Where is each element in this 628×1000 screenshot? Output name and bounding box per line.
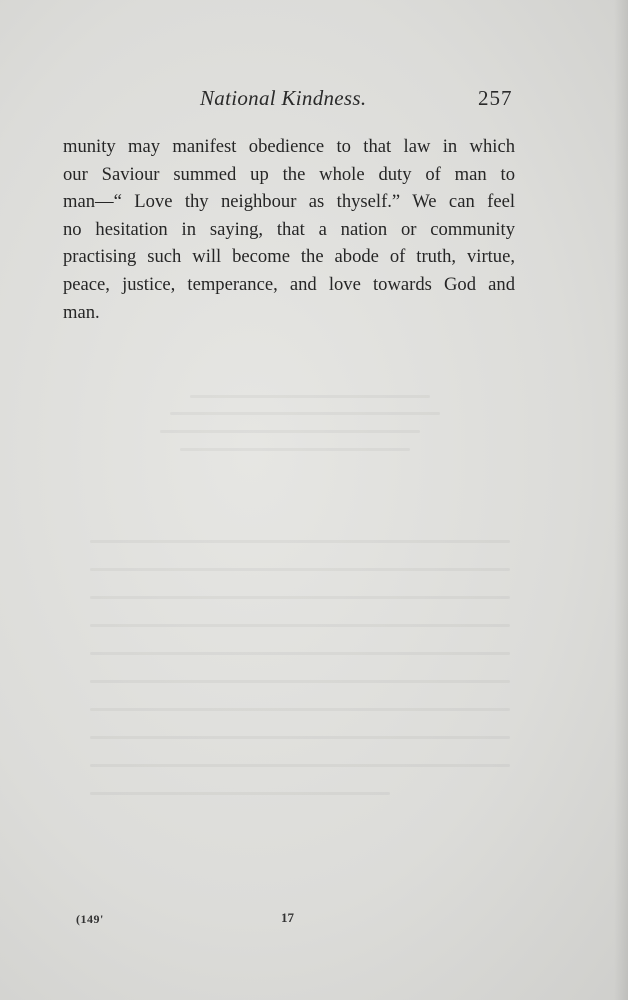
text-line: munity may manifest obedience to that law in which: [63, 136, 515, 157]
signature-mark: (149': [76, 912, 104, 926]
page-edge-shadow: [614, 0, 628, 1000]
body-paragraph: [63, 133, 515, 326]
running-title: National Kindness.: [200, 86, 367, 110]
running-head: [0, 86, 628, 120]
page-number: 257: [478, 86, 513, 110]
text-line: peace, justice, temperance, and love towards God and: [63, 273, 515, 295]
text-line: no hesitation in saying, that a nation or community: [63, 218, 515, 240]
text-line: our Saviour summed up the whole duty of man to: [63, 163, 515, 185]
text-line: practising such will become the abode of truth, virtue,: [63, 246, 515, 268]
sheet-number: 17: [281, 910, 294, 925]
text-line: man.: [63, 301, 100, 323]
text-line: man—“ Love thy neighbour as thyself.” We can feel: [63, 191, 515, 213]
